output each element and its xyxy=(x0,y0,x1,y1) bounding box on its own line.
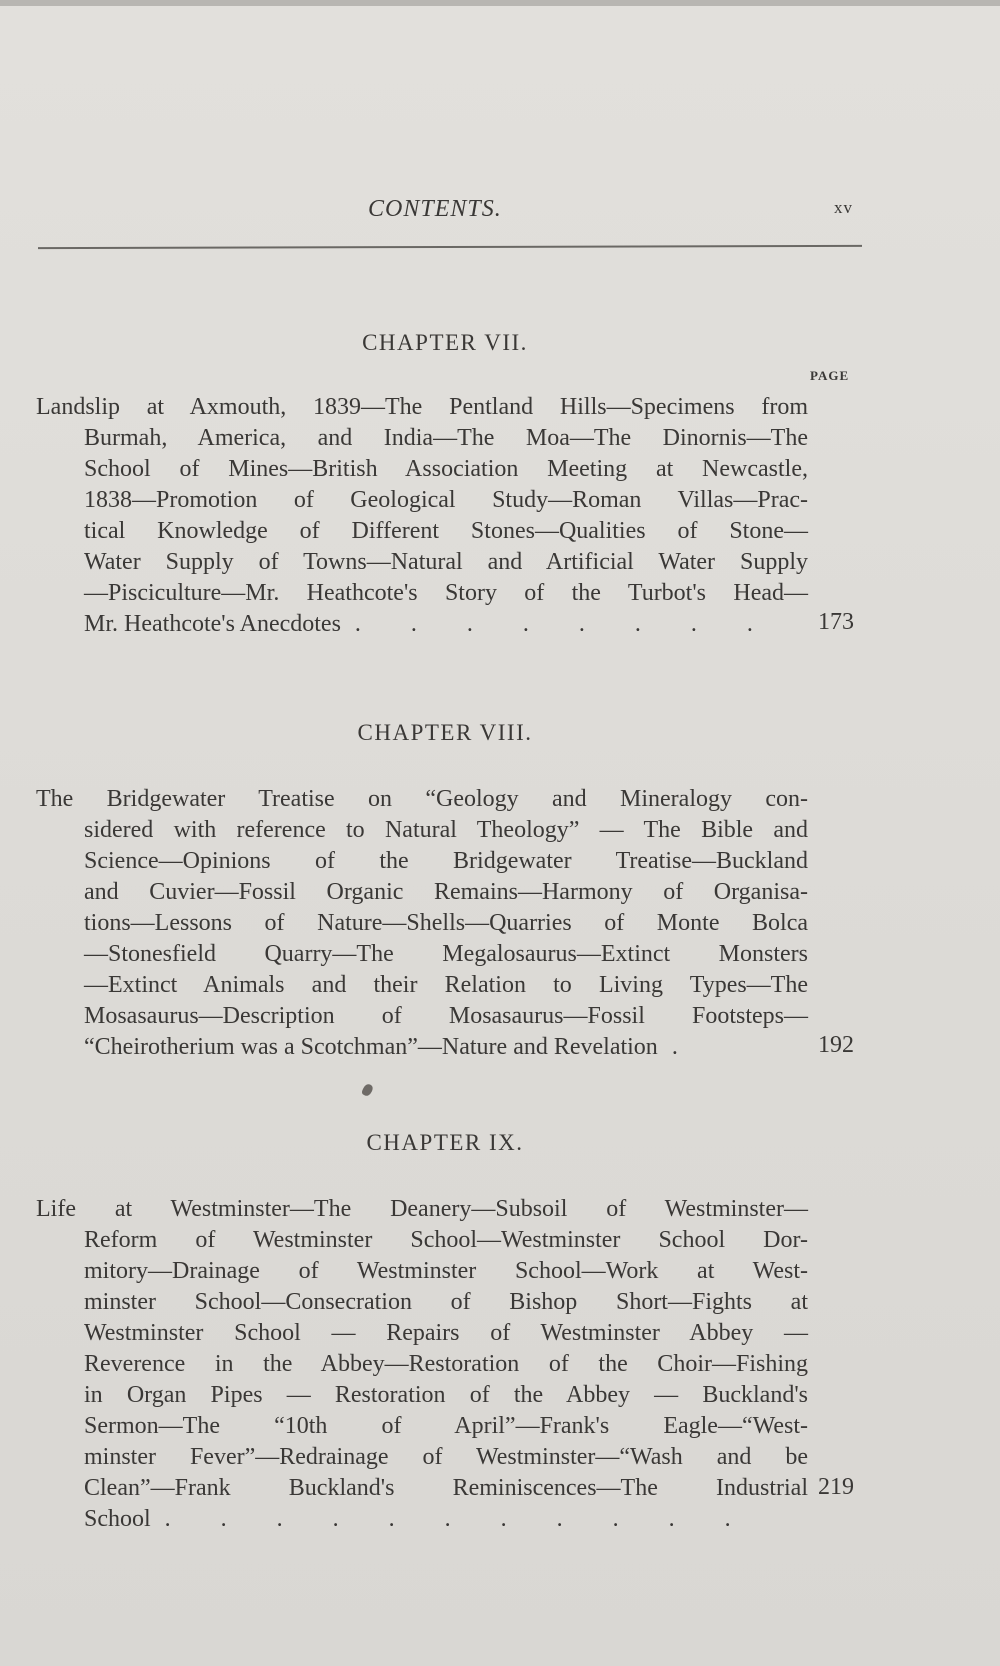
dot-leaders: . . . . . . . . . . . xyxy=(164,1506,753,1532)
summary-line: in Organ Pipes — Restoration of the Abbey — Buckland's xyxy=(84,1382,808,1408)
summary-text: “Cheirotherium was a Scotchman”—Nature and Revelation xyxy=(84,1034,658,1060)
summary-line: Clean”—Frank Buckland's Reminiscences—The Industrial xyxy=(84,1475,808,1501)
chapter-vii-summary xyxy=(36,392,808,640)
summary-line: Mosasaurus—Description of Mosasaurus—Fossil Footsteps— xyxy=(84,1003,808,1029)
summary-line-last xyxy=(84,609,808,640)
summary-line-last xyxy=(84,1032,808,1063)
summary-line: Landslip at Axmouth, 1839—The Pentland Hills—Specimens from xyxy=(36,394,808,420)
chapter-heading-viii: CHAPTER VIII. xyxy=(357,720,533,745)
chapter-vii-page-number: 173 xyxy=(818,609,854,635)
running-head: CONTENTS. xyxy=(368,196,502,222)
chapter-heading-ix: CHAPTER IX. xyxy=(366,1130,524,1155)
summary-line: Reverence in the Abbey—Restoration of the Choir—Fishing xyxy=(84,1351,808,1377)
dot-leaders: . . . . . . . . xyxy=(354,611,775,637)
summary-line: mitory—Drainage of Westminster School—Work at West- xyxy=(84,1258,808,1284)
summary-line: and Cuvier—Fossil Organic Remains—Harmony of Organisa- xyxy=(84,879,808,905)
summary-line: Life at Westminster—The Deanery—Subsoil of Westminster— xyxy=(36,1196,808,1222)
summary-line: Water Supply of Towns—Natural and Artificial Water Supply xyxy=(84,549,808,575)
chapter-heading-vii: CHAPTER VII. xyxy=(362,330,528,355)
summary-line: sidered with reference to Natural Theology” — The Bible and xyxy=(84,817,808,843)
chapter-viii-summary xyxy=(36,784,808,1063)
summary-text: School xyxy=(84,1506,151,1532)
summary-line: —Extinct Animals and their Relation to Living Types—The xyxy=(84,972,808,998)
summary-line: minster School—Consecration of Bishop Short—Fights at xyxy=(84,1289,808,1315)
summary-line: Burmah, America, and India—The Moa—The Dinornis—The xyxy=(84,425,808,451)
summary-line: Westminster School — Repairs of Westminster Abbey — xyxy=(84,1320,808,1346)
ink-speck xyxy=(361,1083,374,1098)
chapter-viii-page-number: 192 xyxy=(818,1032,854,1058)
summary-line: Reform of Westminster School—Westminster School Dor- xyxy=(84,1227,808,1253)
summary-line: The Bridgewater Treatise on “Geology and Mineralogy con- xyxy=(36,786,808,812)
summary-line: School of Mines—British Association Meeting at Newcastle, xyxy=(84,456,808,482)
chapter-ix-summary xyxy=(36,1194,808,1535)
folio-page-number: xv xyxy=(834,198,853,217)
summary-line: tions—Lessons of Nature—Shells—Quarries of Monte Bolca xyxy=(84,910,808,936)
summary-line: —Pisciculture—Mr. Heathcote's Story of the Turbot's Head— xyxy=(84,580,808,606)
page-column-label: PAGE xyxy=(810,368,850,383)
header-rule xyxy=(38,245,862,249)
summary-line: tical Knowledge of Different Stones—Qualities of Stone— xyxy=(84,518,808,544)
summary-line: minster Fever”—Redrainage of Westminster—“Wash and be xyxy=(84,1444,808,1470)
summary-line: Science—Opinions of the Bridgewater Treatise—Buckland xyxy=(84,848,808,874)
page-top-edge xyxy=(0,0,1000,6)
summary-text: Mr. Heathcote's Anecdotes xyxy=(84,611,341,637)
chapter-ix-page-number: 219 xyxy=(818,1474,854,1500)
summary-line: —Stonesfield Quarry—The Megalosaurus—Extinct Monsters xyxy=(84,941,808,967)
summary-line: 1838—Promotion of Geological Study—Roman Villas—Prac- xyxy=(84,487,808,513)
dot-leaders: . xyxy=(671,1034,700,1060)
summary-line: Sermon—The “10th of April”—Frank's Eagle—“West- xyxy=(84,1413,808,1439)
summary-line-last xyxy=(84,1504,808,1535)
